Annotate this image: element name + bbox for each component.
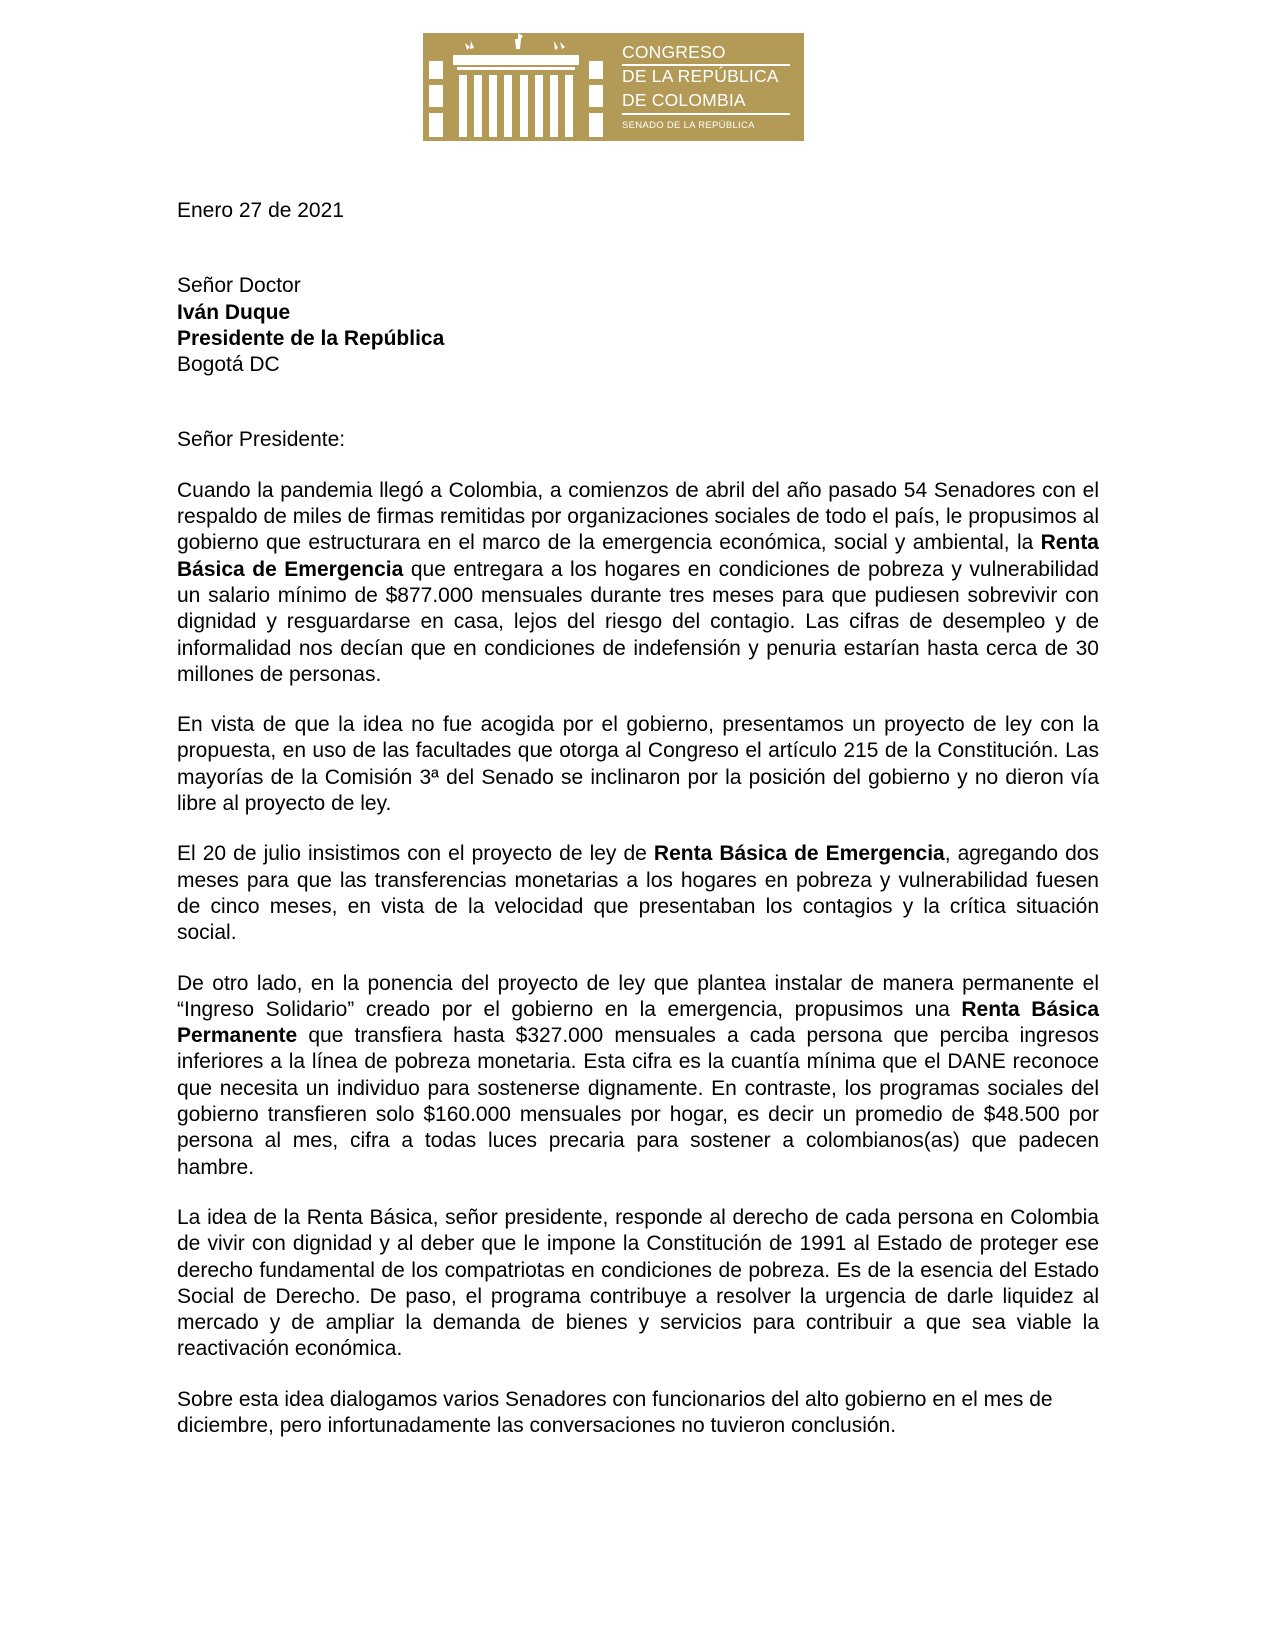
- letterhead: [423, 33, 804, 141]
- logo-line-republica: DE LA REPÚBLICA: [622, 66, 779, 86]
- recipient-block: [177, 273, 1099, 378]
- paragraph-4: [177, 971, 1099, 1181]
- logo-subline: SENADO DE LA REPÚBLICA: [622, 120, 755, 131]
- paragraph-3-emphasis: Renta Básica de Emergencia: [653, 842, 945, 866]
- logo-line-congreso: CONGRESO: [622, 42, 726, 62]
- recipient-name: Iván Duque: [177, 300, 291, 324]
- paragraph-3: [177, 841, 1099, 946]
- paragraph-1-text: Cuando la pandemia llegó a Colombia, a comienzos de abril del año pasado 54 Senadores con el respaldo de miles de firmas remitidas por organizaciones sociales de todo el país, le propusimos al gobierno que estructurara en el marco de la emergencia económica, social y ambiental, la: [177, 478, 1099, 555]
- salutation: Señor Presidente:: [177, 428, 346, 452]
- paragraph-1: [177, 478, 1099, 688]
- letter-body: [177, 198, 1099, 1439]
- paragraph-1-emphasis: Renta Básica de Emergencia: [177, 531, 1099, 581]
- paragraph-1-text-end: que entregara a los hogares en condiciones de pobreza y vulnerabilidad un salario mínimo de $877.000 mensuales durante tres meses para que pudiesen sobrevivir con dignidad y resguardarse en casa, lejos del riesgo del contagio. Las cifras de desempleo y de informalidad nos decían que en condiciones de indefensión y penuria estarían hasta cerca de 30 millones de personas.: [177, 557, 1099, 686]
- paragraph-5: La idea de la Renta Básica, señor presidente, responde al derecho de cada persona en Colombia de vivir con dignidad y al deber que le impone la Constitución de 1991 al Estado de proteger ese derecho fundamental de los compatriotas en condiciones de pobreza. Es de la esencia del Estado Social de Derecho. De paso, el programa contribuye a resolver la urgencia de darle liquidez al mercado y de ampliar la demanda de bienes y servicios para contribuir a que sea viable la reactivación económica.: [177, 1205, 1099, 1361]
- recipient-city: Bogotá DC: [177, 353, 280, 377]
- paragraph-2: En vista de que la idea no fue acogida por el gobierno, presentamos un proyecto de ley con la propuesta, en uso de las facultades que otorga al Congreso el artículo 215 de la Constitución. Las mayorías de la Comisión 3ª del Senado se inclinaron por la posición del gobierno y no dieron vía libre al proyecto de ley.: [177, 713, 1099, 816]
- paragraph-3-text-end: , agregando dos meses para que las transferencias monetarias a los hogares en pobreza y vulnerabilidad fuesen de cinco meses, en vista de la velocidad que presentaban los contagios y la crítica situación social.: [177, 842, 1099, 945]
- logo-divider: [622, 113, 790, 115]
- paragraph-6: Sobre esta idea dialogamos varios Senadores con funcionarios del alto gobierno en el mes de diciembre, pero infortunadamente las conversaciones no tuvieron conclusión.: [177, 1387, 1053, 1437]
- recipient-honorific: Señor Doctor: [177, 274, 301, 298]
- recipient-title: Presidente de la República: [177, 326, 445, 350]
- paragraph-4-emphasis: Renta Básica Permanente: [177, 997, 1099, 1048]
- paragraph-3-text: El 20 de julio insistimos con el proyecto de ley de: [177, 842, 654, 866]
- logo-wordmark: [609, 33, 804, 141]
- paragraph-4-text-end: que transfiera hasta $327.000 mensuales a cada persona que perciba ingresos inferiores a la línea de pobreza monetaria. Esta cifra es la cuantía mínima que el DANE reconoce que necesita un individuo para sostenerse dignamente. En contraste, los programas sociales del gobierno transfieren solo $160.000 mensuales por hogar, es decir un promedio de $48.500 por persona al mes, cifra a todas luces precaria para sostener a colombianos(as) que padecen hambre.: [177, 1024, 1099, 1179]
- letter-date: Enero 27 de 2021: [177, 199, 344, 222]
- paragraph-4-text: De otro lado, en la ponencia del proyecto de ley que plantea instalar de manera permanente el “Ingreso Solidario” creado por el gobierno en la emergencia, propusimos una: [177, 971, 1099, 1021]
- logo-line-colombia: DE COLOMBIA: [622, 90, 746, 110]
- capitol-building-icon: [423, 33, 609, 141]
